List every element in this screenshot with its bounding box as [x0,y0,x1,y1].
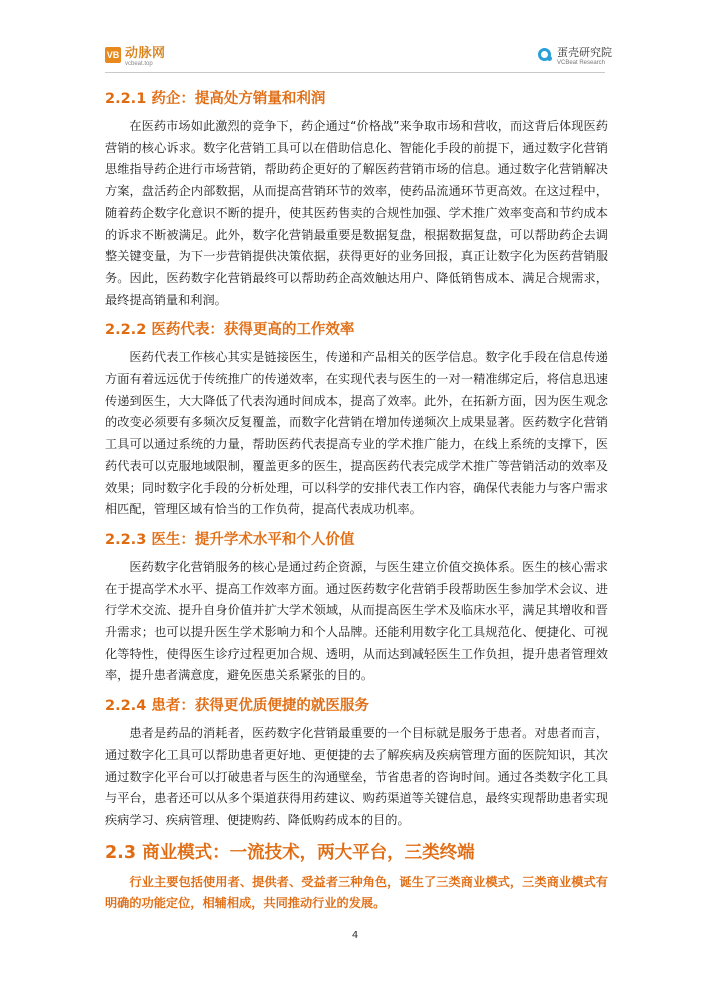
major-section-heading: 2.3 商业模式：一流技术，两大平台，三类终端 [105,842,475,863]
vcbeat-logo-name: 动脉网 [125,46,166,61]
vcbeat-research-sub: VCBeat Research [557,60,606,66]
section-paragraph-rep: 医药代表工作核心其实是链接医生，传递和产品相关的医学信息。数字化手段在信息传递方面有着远远优于传统推广的传递效率，在实现代表与医生的一对一精准绑定后，将信息迅速传递到医生，大大降低了代表沟通时间成本，提高了效率。此外，在拓新方面，因为医生观念的改变必须要有多频次反复覆盖，而数字化营销在增加传递频次上成果显著。医药数字化营销工具可以通过系统的力量，帮助医药代表提高专业的学术推广能力，在线上系统的支撑下，医药代表可以克服地域限制，覆盖更多的医生，提高医药代表完成学术推广等营销活动的效率及效果；同时数字化手段的分析处理，可以科学的安排代表工作内容，确保代表能力与客户需求相匹配，管理区域有恰当的工作负荷，提高代表成功机率。 [105,350,608,517]
document-body [105,88,608,915]
vb-logo-mark: VB [105,47,121,63]
section-paragraph-patient: 患者是药品的消耗者，医药数字化营销最重要的一个目标就是服务于患者。对患者而言，通过数字化工具可以帮助患者更好地、更便捷的去了解疾病及疾病管理方面的医院知识，其次通过数字化平台可以打破患者与医生的沟通壁垒，节省患者的咨询时间。通过各类数字化工具与平台，患者还可以从多个渠道获得用药建议、购药渠道等关键信息，最终实现帮助患者实现疾病学习、疾病管理、便捷购药、降低购药成本的目的。 [105,726,608,827]
section-heading-pharma: 2.2.1 药企：提高处方销量和利润 [105,91,326,107]
section-heading-patient: 2.2.4 患者：获得更优质便捷的就医服务 [105,698,369,715]
vcbeat-research-logo [538,47,612,66]
section-paragraph-doctor: 医药数字化营销服务的核心是通过药企资源，与医生建立价值交换体系。医生的核心需求在于提高学术水平、提高工作效率方面。通过医药数字化营销手段帮助医生参加学术会议、进行学术交流、提升自身价值并扩大学术领域，从而提高医生学术及临床水平，满足其增收和晋升需求；也可以提升医生学术影响力和个人品牌。还能利用数字化工具规范化、便捷化、可视化等特性，使得医生诊疗过程更加合规、透明，从而达到减轻医生工作负担，提升患者管理效率，提升患者满意度，避免医患关系紧张的目的。 [105,559,608,683]
header-divider [105,72,605,73]
vcbeat-logo-url: vcbeat.top [125,61,153,67]
egg-icon [538,48,551,61]
vcbeat-research-name: 蛋壳研究院 [557,46,612,59]
major-section-lead: 行业主要包括使用者、提供者、受益者三种角色，诞生了三类商业模式，三类商业模式有明确的功能定位，相辅相成，共同推动行业的发展。 [105,874,608,911]
section-heading-rep: 2.2.2 医药代表：获得更高的工作效率 [105,322,355,339]
section-heading-doctor: 2.2.3 医生：提升学术水平和个人价值 [105,531,355,548]
page-header [0,0,710,78]
page-number: 4 [351,930,359,941]
vcbeat-logo [105,47,166,67]
section-paragraph-pharma: 在医药市场如此激烈的竞争下，药企通过“价格战”来争取市场和营收，而这背后体现医药营销的核心诉求。数字化营销工具可以在借助信息化、智能化手段的前提下，通过数字化营销思维指导药企进行市场营销，帮助药企更好的了解医药营销市场的信息。通过数字化营销解决方案，盘活药企内部数据，从而提高营销环节的效率，使药品流通环节更高效。在这过程中，随着药企数字化意识不断的提升，使其医药售卖的合规性加强、学术推广效率变高和节约成本的诉求不断被满足。此外，数字化营销最重要是数据复盘，根据数据复盘，可以帮助药企去调整关键变量，为下一步营销提供决策依据，获得更好的业务回报，真正让数字化为医药营销服务。因此，医药数字化营销最终可以帮助药企高效触达用户、降低销售成本、满足合规需求，最终提高销量和利润。 [105,119,608,307]
